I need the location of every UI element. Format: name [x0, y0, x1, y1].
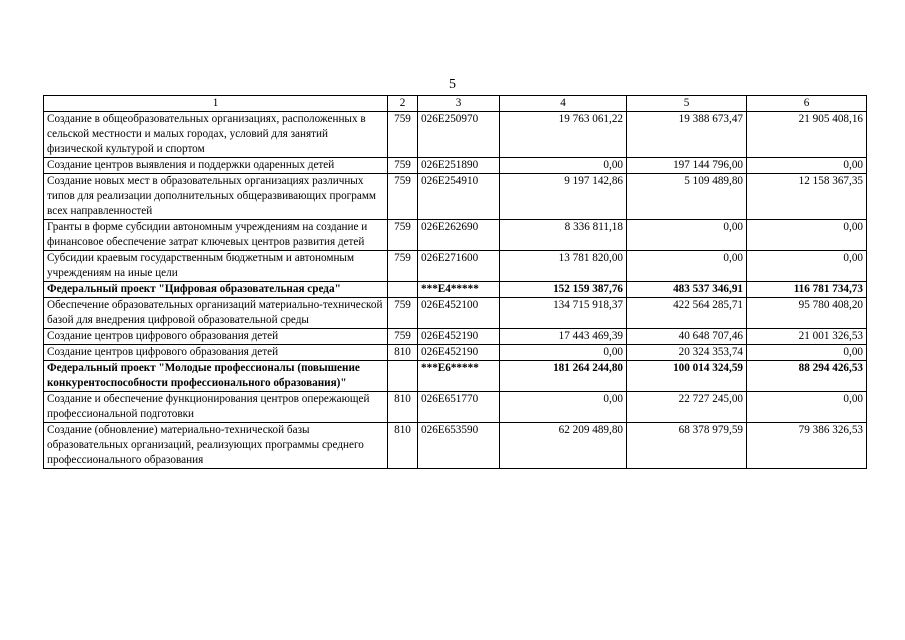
row-target: 026E254910 — [418, 174, 500, 220]
row-value-5: 0,00 — [627, 220, 747, 251]
project-value-6: 116 781 734,73 — [747, 282, 867, 298]
row-target: 026E651770 — [418, 392, 500, 423]
table-row — [44, 158, 867, 174]
row-name: Создание центров цифрового образования детей — [44, 345, 388, 361]
row-value-4: 0,00 — [500, 345, 627, 361]
row-value-4: 8 336 811,18 — [500, 220, 627, 251]
header-row — [44, 96, 867, 112]
row-value-6: 0,00 — [747, 392, 867, 423]
row-code: 759 — [388, 112, 418, 158]
row-value-4: 62 209 489,80 — [500, 423, 627, 469]
column-header-5: 5 — [627, 96, 747, 112]
budget-table — [43, 95, 867, 469]
row-code: 759 — [388, 174, 418, 220]
row-target: 026E452100 — [418, 298, 500, 329]
row-code: 810 — [388, 392, 418, 423]
row-name: Создание и обеспечение функционирования центров опережающей профессиональной подготовки — [44, 392, 388, 423]
column-header-3: 3 — [418, 96, 500, 112]
row-name: Создание (обновление) материально-технической базы образовательных организаций, реализующих программы среднего профессионального образования — [44, 423, 388, 469]
table-row — [44, 298, 867, 329]
row-name: Субсидии краевым государственным бюджетным и автономным учреждениям на иные цели — [44, 251, 388, 282]
table-row — [44, 220, 867, 251]
row-name: Создание центров цифрового образования детей — [44, 329, 388, 345]
project-name: Федеральный проект "Молодые профессионалы (повышение конкурентоспособности профессионального образования)" — [44, 361, 388, 392]
row-value-5: 68 378 979,59 — [627, 423, 747, 469]
row-target: 026E251890 — [418, 158, 500, 174]
row-value-5: 22 727 245,00 — [627, 392, 747, 423]
project-value-4: 181 264 244,80 — [500, 361, 627, 392]
row-value-6: 79 386 326,53 — [747, 423, 867, 469]
row-target: 026E250970 — [418, 112, 500, 158]
table-row — [44, 345, 867, 361]
row-value-5: 5 109 489,80 — [627, 174, 747, 220]
row-value-6: 21 905 408,16 — [747, 112, 867, 158]
column-header-4: 4 — [500, 96, 627, 112]
row-value-6: 0,00 — [747, 345, 867, 361]
table-row — [44, 329, 867, 345]
table-row — [44, 423, 867, 469]
column-header-1: 1 — [44, 96, 388, 112]
row-target: 026E271600 — [418, 251, 500, 282]
row-value-4: 0,00 — [500, 392, 627, 423]
row-value-4: 9 197 142,86 — [500, 174, 627, 220]
table-row — [44, 251, 867, 282]
row-target: 026E452190 — [418, 329, 500, 345]
page-number: 5 — [449, 77, 456, 92]
row-code — [388, 282, 418, 298]
row-value-6: 0,00 — [747, 251, 867, 282]
column-header-6: 6 — [747, 96, 867, 112]
row-code: 759 — [388, 251, 418, 282]
row-name: Создание центров выявления и поддержки одаренных детей — [44, 158, 388, 174]
row-name: Создание в общеобразовательных организациях, расположенных в сельской местности и малых городах, условий для занятий физической культурой и спортом — [44, 112, 388, 158]
row-code: 759 — [388, 329, 418, 345]
row-value-5: 40 648 707,46 — [627, 329, 747, 345]
column-header-2: 2 — [388, 96, 418, 112]
row-value-6: 0,00 — [747, 220, 867, 251]
table-row — [44, 392, 867, 423]
row-value-6: 12 158 367,35 — [747, 174, 867, 220]
project-target: ***E6***** — [418, 361, 500, 392]
project-total-row — [44, 282, 867, 298]
row-value-5: 20 324 353,74 — [627, 345, 747, 361]
project-total-row — [44, 361, 867, 392]
row-value-4: 0,00 — [500, 158, 627, 174]
row-code: 759 — [388, 158, 418, 174]
project-value-5: 483 537 346,91 — [627, 282, 747, 298]
row-name: Обеспечение образовательных организаций материально-технической базой для внедрения цифровой образовательной среды — [44, 298, 388, 329]
project-name: Федеральный проект "Цифровая образовательная среда" — [44, 282, 388, 298]
table-row — [44, 174, 867, 220]
row-value-4: 13 781 820,00 — [500, 251, 627, 282]
row-code: 759 — [388, 220, 418, 251]
project-target: ***E4***** — [418, 282, 500, 298]
project-value-6: 88 294 426,53 — [747, 361, 867, 392]
row-value-6: 0,00 — [747, 158, 867, 174]
table-row — [44, 112, 867, 158]
row-value-5: 19 388 673,47 — [627, 112, 747, 158]
row-value-4: 19 763 061,22 — [500, 112, 627, 158]
project-value-4: 152 159 387,76 — [500, 282, 627, 298]
row-value-5: 0,00 — [627, 251, 747, 282]
row-name: Создание новых мест в образовательных организациях различных типов для реализации дополнительных общеразвивающих программ всех направленностей — [44, 174, 388, 220]
row-code: 810 — [388, 423, 418, 469]
row-value-5: 422 564 285,71 — [627, 298, 747, 329]
row-value-4: 17 443 469,39 — [500, 329, 627, 345]
row-target: 026E262690 — [418, 220, 500, 251]
project-value-5: 100 014 324,59 — [627, 361, 747, 392]
row-name: Гранты в форме субсидии автономным учреждениям на создание и финансовое обеспечение затрат ключевых центров развития детей — [44, 220, 388, 251]
row-value-4: 134 715 918,37 — [500, 298, 627, 329]
row-code: 810 — [388, 345, 418, 361]
row-value-5: 197 144 796,00 — [627, 158, 747, 174]
row-value-6: 21 001 326,53 — [747, 329, 867, 345]
row-value-6: 95 780 408,20 — [747, 298, 867, 329]
row-code — [388, 361, 418, 392]
row-target: 026E653590 — [418, 423, 500, 469]
row-code: 759 — [388, 298, 418, 329]
row-target: 026E452190 — [418, 345, 500, 361]
